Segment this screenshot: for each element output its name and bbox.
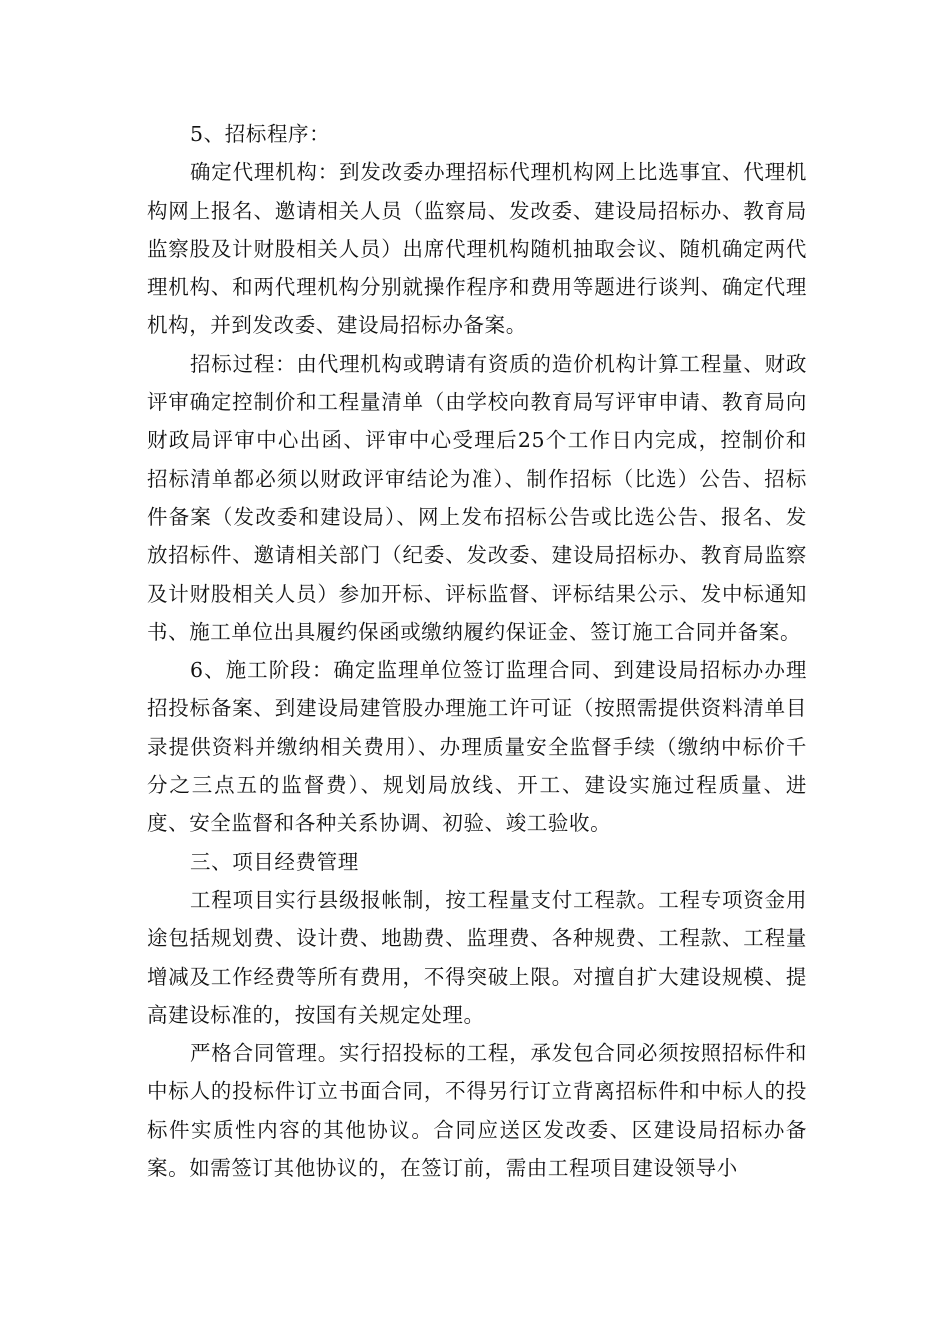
paragraph-bidding-process: 招标过程：由代理机构或聘请有资质的造价机构计算工程量、财政评审确定控制价和工程量清单（由学校向教育局写评审申请、教育局向财政局评审中心出函、评审中心受理后25个工作日内完成，控制价和招标清单都必须以财政评审结论为准）、制作招标（比选）公告、招标件备案（发改委和建设局）、网上发布招标公告或比选公告、报名、发放招标件、邀请相关部门（纪委、发改委、建设局招标办、教育局监察及计财股相关人员）参加开标、评标监督、评标结果公示、发中标通知书、施工单位出具履约保函或缴纳履约保证金、签订施工合同并备案。 [147,351,807,644]
document-body [147,115,807,1187]
paragraph-agency-selection: 确定代理机构：到发改委办理招标代理机构网上比选事宜、代理机构网上报名、邀请相关人员（监察局、发改委、建设局招标办、教育局监察股及计财股相关人员）出席代理机构随机抽取会议、随机确定两代理机构、和两代理机构分别就操作程序和费用等题进行谈判、确定代理机构，并到发改委、建设局招标办备案。 [147,160,807,338]
paragraph-section-5-heading: 5、招标程序： [190,122,331,146]
paragraph-construction-stage: 6、施工阶段：确定监理单位签订监理合同、到建设局招标办办理招投标备案、到建设局建管股办理施工许可证（按照需提供资料清单目录提供资料并缴纳相关费用）、办理质量安全监督手续（缴纳中标价千分之三点五的监督费）、规划局放线、开工、建设实施过程质量、进度、安全监督和各种关系协调、初验、竣工验收。 [147,658,807,836]
paragraph-fund-management: 工程项目实行县级报帐制，按工程量支付工程款。工程专项资金用途包括规划费、设计费、地勘费、监理费、各种规费、工程款、工程量增减及工作经费等所有费用，不得突破上限。对擅自扩大建设规模、提高建设标准的，按国有关规定处理。 [147,887,807,1027]
section-3-heading: 三、项目经费管理 [190,849,359,874]
paragraph-contract-management: 严格合同管理。实行招投标的工程，承发包合同必须按照招标件和中标人的投标件订立书面合同，不得另行订立背离招标件和中标人的投标件实质性内容的其他协议。合同应送区发改委、区建设局招标办备案。如需签订其他协议的，在签订前，需由工程项目建设领导小 [147,1041,807,1181]
